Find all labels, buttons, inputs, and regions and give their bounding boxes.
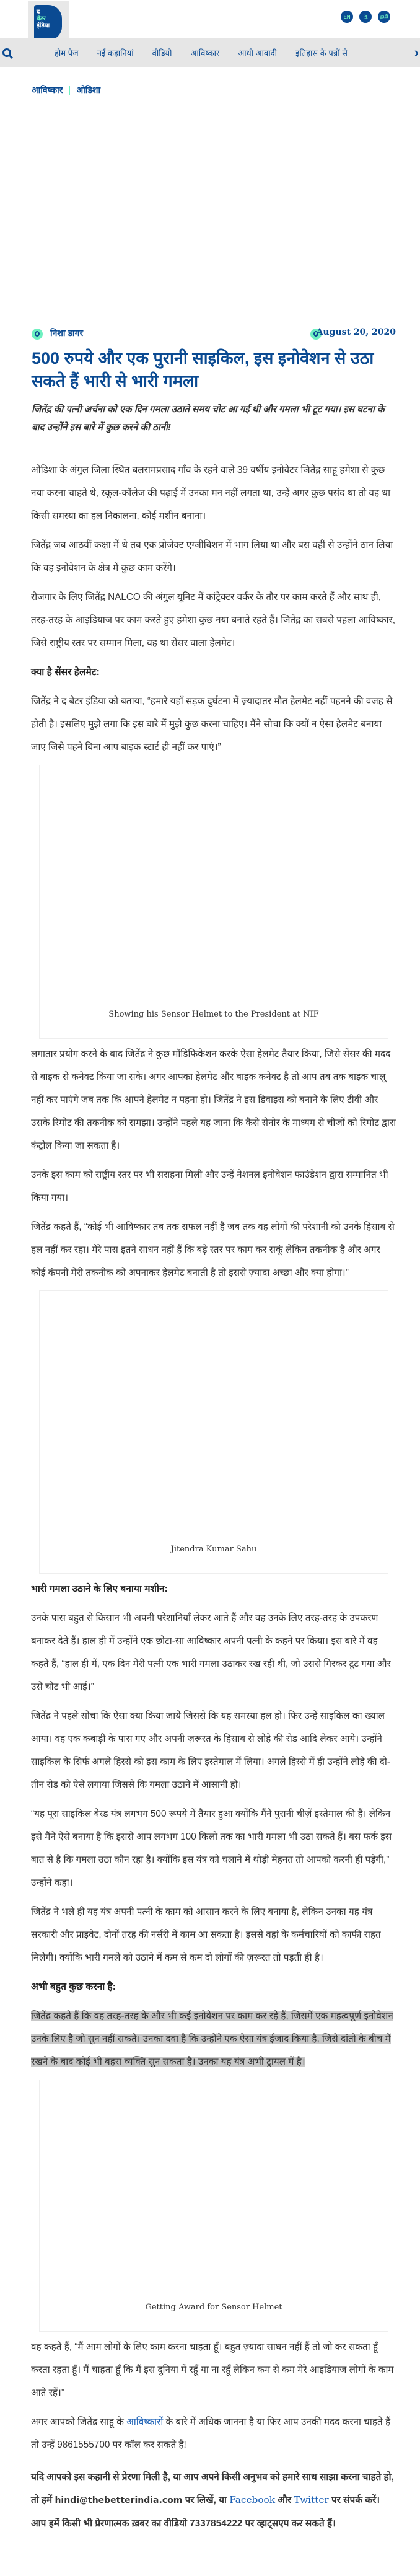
breadcrumb-odisha[interactable]: ओडिशा (76, 85, 101, 95)
paragraph: जितेंद्र कहते हैं, “कोई भी आविष्कार तब तक सफल नहीं है जब तक वह लोगों की परेशानी को उनके हिसाब से हल नहीं कर रहा। मेरे पास इतने साधन नहीं हैं कि बड़े स्तर पर काम कर सकूं लेकिन तकनीक है और अगर कोई कंपनी मेरी तकनीक को अपनाकर हेलमेट बनाती है तो इससे ज़्यादा अच्छा और क्या होगा।” (31, 1222, 395, 1278)
language-switcher (341, 11, 390, 23)
image-figure (39, 2080, 388, 2332)
facebook-link[interactable]: Facebook (229, 2494, 276, 2505)
article-subtitle: जितेंद्र की पत्नी अर्चना को एक दिन गमला उठाते समय चोट आ गई थी और गमला भी टूट गया। इस घटना के बाद उन्होंने इस बारे में कुछ करने की ठानी! (32, 404, 385, 433)
text: और (275, 2495, 294, 2505)
text: पर संपर्क करें। आप हमें किसी भी प्रेरणात्मक ख़बर का वीडियो 7337854222 पर व्हाट्सएप कर सकते हैं। (31, 2495, 380, 2529)
paragraph: लगातार प्रयोग करने के बाद जितेंद्र ने कुछ मॉडिफिकेशन करके ऐसा हेलमेट तैयार किया, जिसे सेंसर की मदद से बाइक से कनेक्ट किया जा सके। अगर आपका हेलमेट और बाइक कनेक्ट है तो आप तब तक बाइक चालू नहीं कर पाएंगे जब तक कि आपने हेलमेट न पहना हो। जितेंद्र ने इस डिवाइस को बनाने के लिए टीवी और उसके रिमोट की तकनीक को समझा। उन्होंने पहले यह जाना कि कैसे सेनोर के माध्यम से चीजों को रिमोट द्वारा कंट्रोल किया जा सकता है। (31, 1049, 396, 1151)
section-heading: क्या है सेंसर हेलमेट: (31, 667, 100, 677)
nav-item-videos[interactable]: वीडियो (152, 48, 172, 58)
article-body (31, 459, 396, 2541)
twitter-link[interactable]: Twitter (294, 2494, 329, 2505)
language-gujarati-button[interactable]: ગુ (359, 11, 372, 23)
logo-heart (34, 5, 62, 40)
paragraph: जितेंद्र ने भले ही यह यंत्र अपनी पत्नी के काम को आसान करने के लिए बनाया है, लेकिन उनका यह यंत्र सरकारी और प्राइवेट, दोनों तरह की नर्सरी में काम आ सकता है। इससे वहां के कर्मचारियों को काफी राहत मिलेगी। क्योंकि भारी गमले को उठाने में कम से कम दो लोगों की ज़रूरत तो पड़ती ही है। (31, 1907, 381, 1963)
section-heading: भारी गमला उठाने के लिए बनाया मशीन: (31, 1584, 168, 1594)
logo-text: द (37, 9, 40, 15)
text: पर लिखें, या (182, 2495, 230, 2505)
publish-date: August 20, 2020 (316, 327, 396, 337)
language-en-button[interactable]: EN (341, 11, 353, 23)
text: यदि आपको इस कहानी से प्रेरणा मिली है, या आप अपने किसी अनुभव को हमारे साथ साझा करना चाहते हो, तो हमें (31, 2472, 394, 2505)
paragraph: उनके पास बहुत से किसान भी अपनी परेशानियाँ लेकर आते हैं और वह उनके लिए तरह-तरह के उपकरण बनाकर देते हैं। हाल ही में उन्होंने एक छोटा-सा आविष्कार अपनी पत्नी के कहने पर किया। इस बारे में वह कहते हैं, “हाल ही में, एक दिन मेरी पत्नी एक भारी गमला उठाकर रख रही थी, जो उससे गिरकर टूट गया और उसे चोट भी आई।” (31, 1613, 391, 1692)
search-icon[interactable] (2, 48, 11, 57)
image-figure (39, 765, 388, 1039)
language-tamil-button[interactable]: தமி (378, 11, 390, 23)
paragraph: जितेंद्र ने पहले सोचा कि ऐसा क्या किया जाये जिससे कि यह समस्या हल हो। फिर उन्हें साइकिल का ख्याल आया। वह एक कबाड़ी के पास गए और अपनी ज़रूरत के हिसाब से लोहे की रोड आदि लेकर आये। उन्होंने साइकिल के सिर्फ अगले हिस्से को इस काम के लिए इस्तेमाल में लिया। अगले हिस्से में ही उन्होंने लोहे की दो-तीन रोड को ऐसे लगाया जिससे कि गमला उठाने में आसानी हो। (31, 1711, 390, 1790)
nav-item-history[interactable]: इतिहास के पन्नों से (295, 48, 348, 58)
breadcrumb-divider (69, 86, 70, 95)
image-caption: Jitendra Kumar Sahu (170, 1545, 257, 1554)
paragraph: जितेंद्र जब आठवीं कक्षा में थे तब एक प्रोजेक्ट एग्जीबिशन में भाग लिया था और बस वहीं से उन्होंने ठान लिया कि वह इनोवेशन के क्षेत्र में कुछ काम करेंगे। (31, 540, 393, 573)
chevron-right-icon[interactable]: › (414, 45, 419, 60)
logo-text: इंडिया (37, 22, 50, 29)
paragraph: उनके इस काम को राष्ट्रीय स्तर पर भी सराहना मिली और उन्हें नेशनल इनोवेशन फाउंडेशन द्वारा सम्मानित भी किया गया। (31, 1170, 388, 1203)
logo-text: बेटर (37, 15, 46, 22)
nav-item-innovation[interactable]: आविष्कार (190, 48, 220, 58)
paragraph: वह कहते हैं, “मैं आम लोगों के लिए काम करना चाहता हूँ। बहुत ज़्यादा साधन नहीं हैं तो जो कर सकता हूँ करता रहता हूँ। मैं चाहता हूँ कि मैं इस दुनिया में रहूँ या ना रहूँ लेकिन कम से कम मेरे आइडियाज लोगों के काम आते रहें।” (31, 2342, 394, 2398)
paragraph (31, 2411, 396, 2456)
footer-note (31, 2466, 396, 2535)
image-caption: Getting Award for Sensor Helmet (145, 2303, 282, 2312)
paragraph: जितेंद्र ने द बेटर इंडिया को बताया, “हमारे यहाँ सड़क दुर्घटना में ज़्यादातर मौत हेलमेट नहीं पहनने की वजह से होती है। इसलिए मुझे लगा कि इस बारे में मुझे कुछ करना चाहिए। मैंने सोचा कि क्यों न ऐसा हेलमेट बनाया जाए जिसे पहने बिना आप बाइक स्टार्ट ही नहीं कर पाएं।” (31, 696, 393, 752)
text: के बारे में अधिक जानना है या फिर आप उनकी मदद करना चाहते हैं तो उन्हें 9861555700 पर कॉल कर सकते हैं! (31, 2417, 391, 2450)
paragraph: “यह पूरा साइकिल बेस्ड यंत्र लगभग 500 रूपये में तैयार हुआ क्योंकि मैंने पुरानी चीज़ें इस्तेमाल की हैं। लेकिन इसे मैंने ऐसे बनाया है कि इससे आप लगभग 100 किलो तक का भारी गमला भी उठा सकते हैं। बस फर्क इस बात से है कि गमला उठा कौन रहा है। क्योंकि इस यंत्र को चलाने में थोड़ी मेहनत तो आपको करनी ही पड़ेगी,” उन्होंने कहा। (31, 1809, 392, 1888)
text: अगर आपको जितेंद्र साहू के (31, 2417, 127, 2427)
selected-text: जितेंद्र कहते हैं कि वह तरह-तरह के और भी कई इनोवेशन पर काम कर रहे हैं, जिसमें एक महत्वपूर्ण इनोवेशन उनके लिए है जो सुन नहीं सकते। उनका दवा है कि उन्होंने एक ऐसा यंत्र ईजाद किया है, जिसे दांतो के बीच में रखने के बाद कोई भी बहरा व्यक्ति सुन सकता है। उनका यह यंत्र अभी ट्रायल में है। (31, 2011, 393, 2067)
inventions-link[interactable]: आविष्कारों (126, 2417, 164, 2427)
paragraph: रोजगार के लिए जितेंद्र NALCO की अंगुल यूनिट में कांट्रेक्टर वर्कर के तौर पर काम करते हैं और साथ ही, तरह-तरह के आइडियाज पर काम करते हुए हमेशा कुछ नया बनाते रहते हैं। जितेंद्र का सबसे पहला आविष्कार, जिसे राष्ट्रीय स्तर पर सम्मान मिला, वह था सेंसर वाला हेलमेट। (31, 592, 396, 648)
author-name[interactable]: निशा डागर (50, 328, 84, 338)
highlighted-paragraph (31, 2005, 396, 2073)
breadcrumb-innovation[interactable]: आविष्कार (32, 85, 63, 95)
article-title: 500 रुपये और एक पुरानी साइकिल, इस इनोवेशन से उठा सकते हैं भारी से भारी गमला (32, 349, 374, 390)
section-heading: अभी बहुत कुछ करना है: (31, 1982, 116, 1992)
nav-item-home[interactable]: होम पेज (55, 48, 79, 58)
nav-item-new-stories[interactable]: नई कहानियां (97, 48, 134, 58)
email-address: hindi@thebetterindia.com (55, 2495, 183, 2505)
author-icon (32, 329, 43, 340)
image-caption: Showing his Sensor Helmet to the President at NIF (108, 1010, 319, 1019)
nav-item-women[interactable]: आधी आबादी (238, 48, 277, 58)
article-meta (32, 326, 396, 342)
breadcrumb (32, 84, 100, 96)
paragraph: ओडिशा के अंगुल जिला स्थित बलरामप्रसाद गाँव के रहने वाले 39 वर्षीय इनोवेटर जितेंद्र साहू हमेशा से कुछ नया करना चाहते थे, स्कूल-कॉलेज की पढ़ाई में उनका मन नहीं लगता था, उन्हें अगर कुछ पसंद था तो वह था किसी समस्या का हल निकालना, कोई मशीन बनाना। (31, 465, 391, 521)
image-figure (39, 1290, 388, 1574)
main-nav (0, 38, 420, 67)
